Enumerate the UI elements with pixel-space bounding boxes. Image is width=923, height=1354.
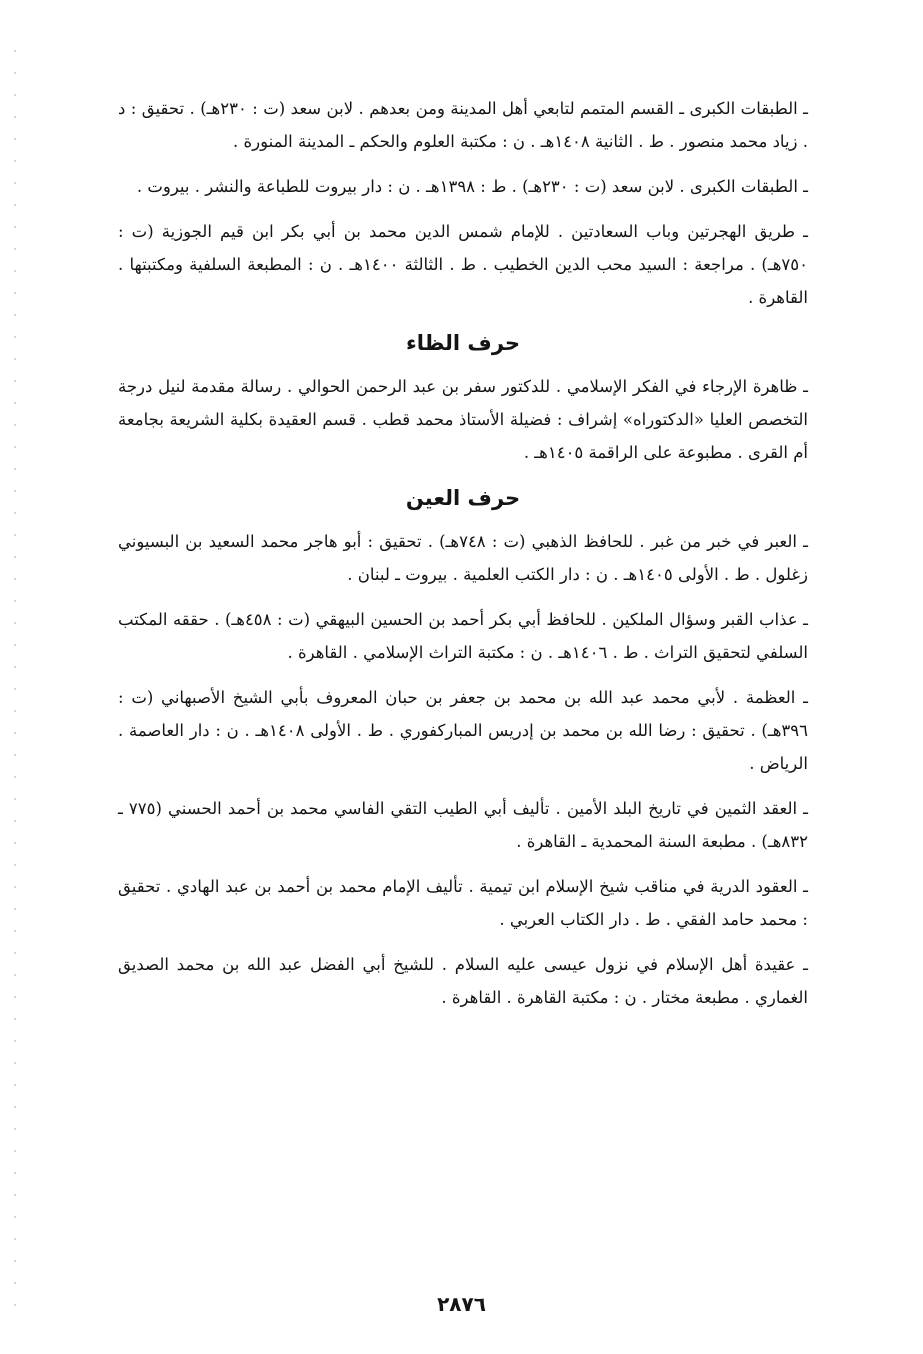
bibliography-entry: ـ طريق الهجرتين وباب السعادتين . للإمام شمس الدين محمد بن أبي بكر ابن قيم الجوزية (ت : ٧٥٠هـ) . مراجعة : السيد محب الدين الخطيب . ط . الثالثة ١٤٠٠هـ . ن : المطبعة السلفية ومكتبتها . القاهرة . [118,222,808,307]
bibliography-column [118,92,808,1026]
bibliography-entry: ـ الطبقات الكبرى ـ القسم المتمم لتابعي أهل المدينة ومن بعدهم . لابن سعد (ت : ٢٣٠هـ) . تحقيق : د . زياد محمد منصور . ط . الثانية ١٤٠٨هـ . ن : مكتبة العلوم والحكم ـ المدينة المنورة . [118,99,808,151]
section-heading-zaa: حرف الظاء [405,331,521,355]
bibliography-entry: ـ عقيدة أهل الإسلام في نزول عيسى عليه السلام . للشيخ أبي الفضل عبد الله بن محمد الصديق الغماري . مطبعة مختار . ن : مكتبة القاهرة . القاهرة . [118,955,808,1007]
bibliography-entry: ـ عذاب القبر وسؤال الملكين . للحافظ أبي بكر أحمد بن الحسين البيهقي (ت : ٤٥٨هـ) . حققه المكتب السلفي لتحقيق التراث . ط . ١٤٠٦هـ . ن : مكتبة التراث الإسلامي . القاهرة . [118,610,808,662]
scan-edge-dots [12,40,18,1320]
bibliography-entry: ـ العقد الثمين في تاريخ البلد الأمين . تأليف أبي الطيب التقي الفاسي محمد بن أحمد الحسني (٧٧٥ ـ ٨٣٢هـ) . مطبعة السنة المحمدية ـ القاهرة . [118,799,808,851]
bibliography-entry: ـ العقود الدرية في مناقب شيخ الإسلام ابن تيمية . تأليف الإمام محمد بن أحمد بن عبد الهادي . تحقيق : محمد حامد الفقي . ط . دار الكتاب العربي . [118,877,808,929]
bibliography-entry: ـ ظاهرة الإرجاء في الفكر الإسلامي . للدكتور سفر بن عبد الرحمن الحوالي . رسالة مقدمة لنيل درجة التخصص العليا «الدكتوراه» إشراف : فضيلة الأستاذ محمد قطب . قسم العقيدة بكلية الشريعة بجامعة أم القرى . مطبوعة على الراقمة ١٤٠٥هـ . [118,377,808,462]
section-heading-ayn: حرف العين [405,486,521,510]
page-number: ٢٨٧٦ [437,1292,486,1316]
bibliography-entry: ـ الطبقات الكبرى . لابن سعد (ت : ٢٣٠هـ) . ط : ١٣٩٨هـ . ن : دار بيروت للطباعة والنشر . بيروت . [136,177,808,196]
bibliography-entry: ـ العبر في خبر من غبر . للحافظ الذهبي (ت : ٧٤٨هـ) . تحقيق : أبو هاجر محمد السعيد بن البسيوني زغلول . ط . الأولى ١٤٠٥هـ . ن : دار الكتب العلمية . بيروت ـ لبنان . [118,532,808,584]
bibliography-entry: ـ العظمة . لأبي محمد عبد الله بن محمد بن جعفر بن حبان المعروف بأبي الشيخ الأصبهاني (ت : ٣٩٦هـ) . تحقيق : رضا الله بن محمد بن إدريس المباركفوري . ط . الأولى ١٤٠٨هـ . ن : دار العاصمة . الرياض . [118,688,808,773]
